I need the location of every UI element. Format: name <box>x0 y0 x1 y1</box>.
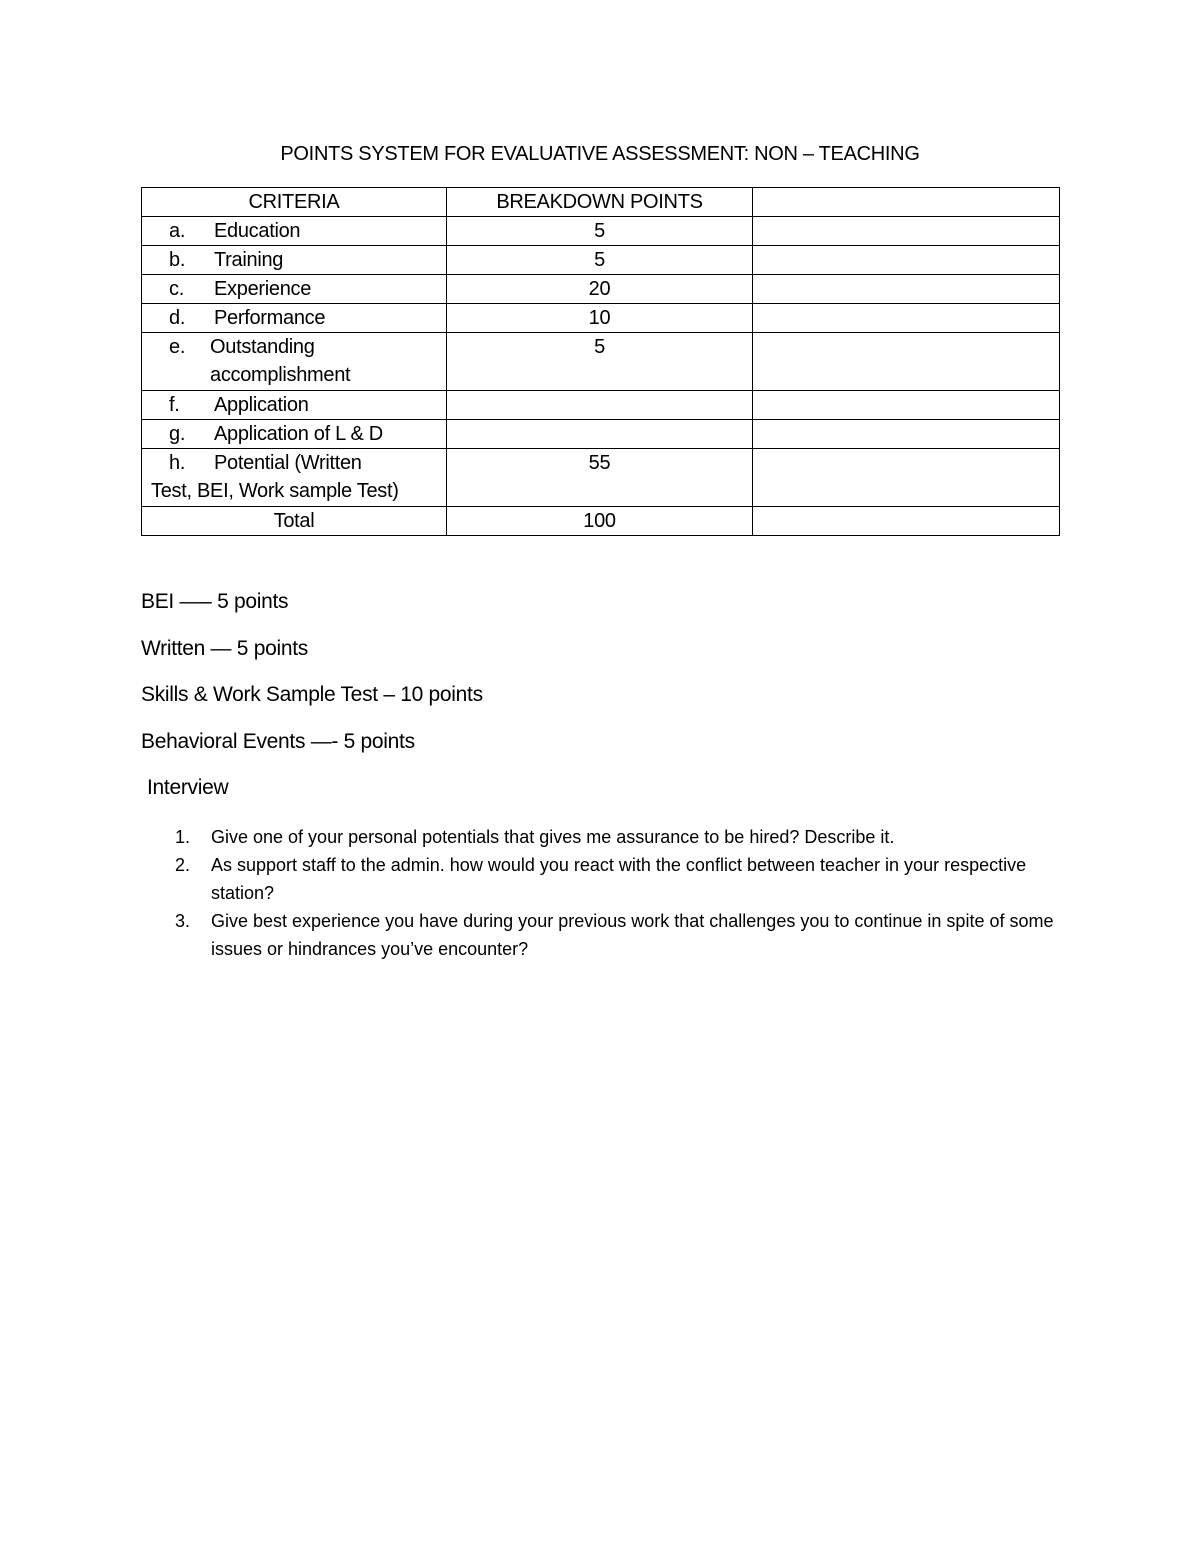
row-blank <box>753 275 1060 304</box>
row-blank <box>753 246 1060 275</box>
table-row <box>142 391 1060 420</box>
row-letter: h. <box>169 452 186 474</box>
header-criteria: CRITERIA <box>142 188 447 217</box>
table-row <box>142 420 1060 449</box>
question-number: 3. <box>175 911 191 931</box>
points-line-written: Written — 5 points <box>141 637 308 660</box>
row-letter: d. <box>169 307 186 329</box>
row-points: 20 <box>447 275 753 304</box>
row-letter: b. <box>169 249 186 271</box>
table-row <box>142 304 1060 333</box>
row-blank <box>753 333 1060 391</box>
row-criteria: Training <box>214 249 284 271</box>
row-criteria: Education <box>214 220 301 242</box>
row-points: 5 <box>447 246 753 275</box>
row-points <box>447 391 753 420</box>
row-criteria: Application <box>214 394 309 416</box>
question-number: 1. <box>175 827 191 847</box>
question-text: Give best experience you have during your previous work that challenges you to continue in spite of some issues or hindrances you’ve encounter? <box>211 911 1054 959</box>
table-row <box>142 217 1060 246</box>
header-breakdown-points: BREAKDOWN POINTS <box>447 188 753 217</box>
question-number: 2. <box>175 855 191 875</box>
points-line-behavioral: Behavioral Events —- 5 points <box>141 730 415 753</box>
interview-questions-list <box>175 823 1055 963</box>
interview-heading: Interview <box>147 776 229 799</box>
row-criteria: Outstanding <box>210 336 315 358</box>
row-criteria: Experience <box>214 278 312 300</box>
row-criteria: Application of L & D <box>214 423 383 445</box>
table-row <box>142 246 1060 275</box>
row-blank <box>753 391 1060 420</box>
list-item <box>175 823 1055 851</box>
total-label: Total <box>142 507 447 536</box>
row-criteria-continued: accomplishment <box>210 364 351 386</box>
row-criteria: Performance <box>214 307 326 329</box>
list-item <box>175 851 1055 907</box>
row-blank <box>753 217 1060 246</box>
list-item <box>175 907 1055 963</box>
row-points: 10 <box>447 304 753 333</box>
points-line-skills: Skills & Work Sample Test – 10 points <box>141 683 483 706</box>
row-letter: f. <box>169 394 180 416</box>
row-blank <box>753 507 1060 536</box>
table-row <box>142 333 1060 391</box>
total-points: 100 <box>447 507 753 536</box>
header-blank <box>753 188 1060 217</box>
row-blank <box>753 449 1060 507</box>
question-text: As support staff to the admin. how would you react with the conflict between teacher in your respective station? <box>211 855 1027 903</box>
document-title: POINTS SYSTEM FOR EVALUATIVE ASSESSMENT: NON – TEACHING <box>280 143 920 165</box>
row-blank <box>753 420 1060 449</box>
row-criteria: Potential (Written <box>214 452 362 474</box>
table-row <box>142 449 1060 507</box>
row-criteria-continued: Test, BEI, Work sample Test) <box>151 480 399 502</box>
points-line-bei: BEI —– 5 points <box>141 590 289 613</box>
row-letter: c. <box>169 278 184 300</box>
question-text: Give one of your personal potentials that gives me assurance to be hired? Describe it. <box>211 827 895 847</box>
row-letter: g. <box>169 423 186 445</box>
criteria-table <box>141 187 1060 536</box>
row-blank <box>753 304 1060 333</box>
table-total-row <box>142 507 1060 536</box>
table-row <box>142 275 1060 304</box>
row-points: 55 <box>447 449 753 507</box>
row-points: 5 <box>447 217 753 246</box>
row-points <box>447 420 753 449</box>
row-letter: a. <box>169 220 186 242</box>
table-header-row <box>142 188 1060 217</box>
row-points: 5 <box>447 333 753 391</box>
row-letter: e. <box>169 336 186 358</box>
